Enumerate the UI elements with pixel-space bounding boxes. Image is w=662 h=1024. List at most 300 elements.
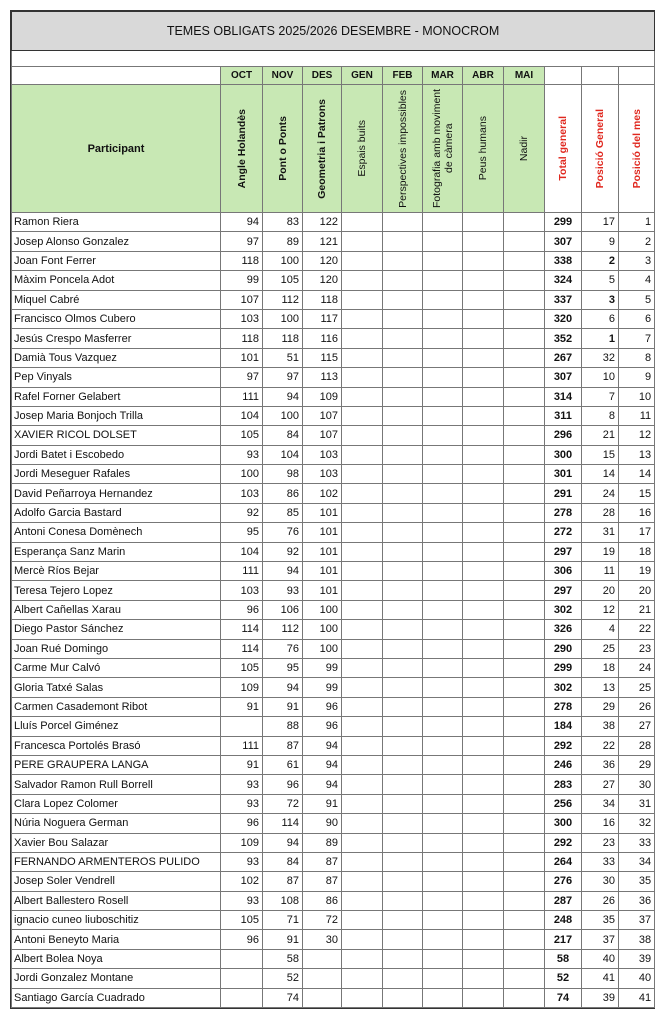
score-feb [383,872,423,891]
score-mar [423,213,463,232]
participant-name: Antoni Conesa Domènech [12,523,221,542]
score-nov: 85 [263,503,303,522]
score-nov: 76 [263,523,303,542]
participant-name: Adolfo Garcia Bastard [12,503,221,522]
score-gen [342,697,383,716]
month-position: 37 [619,911,655,930]
participant-name: David Peñarroya Hernandez [12,484,221,503]
score-oct: 93 [221,852,263,871]
score-mar [423,872,463,891]
score-nov: 87 [263,872,303,891]
theme-header-nov [263,85,303,213]
general-position: 5 [582,271,619,290]
score-des: 100 [303,639,342,658]
score-mar [423,309,463,328]
total-general: 248 [545,911,582,930]
score-mai [504,542,545,561]
score-oct: 107 [221,290,263,309]
table-row [12,600,655,619]
table-row [12,523,655,542]
participant-name: Damià Tous Vazquez [12,348,221,367]
general-position: 18 [582,658,619,677]
score-oct: 96 [221,930,263,949]
score-des: 101 [303,581,342,600]
participant-name: Jordi Meseguer Rafales [12,465,221,484]
score-nov: 84 [263,852,303,871]
score-gen [342,251,383,270]
month-mar: MAR [423,67,463,85]
score-feb [383,600,423,619]
total-general: 326 [545,620,582,639]
participant-name: Jesús Crespo Masferrer [12,329,221,348]
score-mai [504,814,545,833]
general-position: 19 [582,542,619,561]
score-mai [504,775,545,794]
total-general: 292 [545,736,582,755]
score-abr [463,969,504,988]
month-position: 28 [619,736,655,755]
score-oct: 102 [221,872,263,891]
score-mai [504,620,545,639]
month-position: 21 [619,600,655,619]
score-mai [504,639,545,658]
score-mai [504,348,545,367]
score-abr [463,658,504,677]
score-nov: 114 [263,814,303,833]
total-general: 74 [545,988,582,1007]
score-mar [423,911,463,930]
general-position: 14 [582,465,619,484]
score-oct: 92 [221,503,263,522]
general-position: 9 [582,232,619,251]
general-position: 28 [582,503,619,522]
score-abr [463,406,504,425]
table-row [12,852,655,871]
score-des: 116 [303,329,342,348]
general-position: 10 [582,368,619,387]
month-blank-cell [12,67,221,85]
total-general: 52 [545,969,582,988]
general-position: 40 [582,949,619,968]
score-des: 120 [303,271,342,290]
score-gen [342,988,383,1007]
score-abr [463,426,504,445]
participant-name: Màxim Poncela Adot [12,271,221,290]
theme-label: Geometria i Patrons [316,98,328,199]
month-position: 27 [619,717,655,736]
score-oct: 105 [221,911,263,930]
score-oct: 103 [221,484,263,503]
score-des: 72 [303,911,342,930]
month-position: 9 [619,368,655,387]
total-general: 267 [545,348,582,367]
total-general: 299 [545,213,582,232]
month-position: 5 [619,290,655,309]
score-abr [463,271,504,290]
score-abr [463,581,504,600]
score-nov: 76 [263,639,303,658]
score-des: 96 [303,697,342,716]
score-gen [342,562,383,581]
score-gen [342,775,383,794]
total-general: 292 [545,833,582,852]
month-position: 30 [619,775,655,794]
score-des [303,988,342,1007]
score-gen [342,678,383,697]
table-row [12,562,655,581]
score-nov: 58 [263,949,303,968]
score-feb [383,717,423,736]
score-nov: 106 [263,600,303,619]
general-position: 6 [582,309,619,328]
score-nov: 97 [263,368,303,387]
total-general: 184 [545,717,582,736]
month-position: 32 [619,814,655,833]
score-gen [342,523,383,542]
score-gen [342,329,383,348]
score-mai [504,406,545,425]
total-general: 337 [545,290,582,309]
score-gen [342,406,383,425]
score-abr [463,251,504,270]
month-position: 4 [619,271,655,290]
month-position: 10 [619,387,655,406]
score-mai [504,658,545,677]
participant-name: Albert Cañellas Xarau [12,600,221,619]
table-row [12,348,655,367]
score-mai [504,368,545,387]
month-position: 16 [619,503,655,522]
month-position: 35 [619,872,655,891]
general-position: 20 [582,581,619,600]
score-feb [383,658,423,677]
score-mai [504,484,545,503]
total-general: 296 [545,426,582,445]
total-general: 338 [545,251,582,270]
participant-name: Jordi Gonzalez Montane [12,969,221,988]
table-row [12,736,655,755]
score-abr [463,484,504,503]
score-oct: 105 [221,426,263,445]
score-feb [383,348,423,367]
score-abr [463,639,504,658]
score-mai [504,523,545,542]
spacer-row [12,51,655,67]
participant-name: Joan Rué Domingo [12,639,221,658]
score-feb [383,930,423,949]
general-position: 35 [582,911,619,930]
score-mai [504,697,545,716]
general-position: 23 [582,833,619,852]
score-oct: 93 [221,445,263,464]
score-oct: 109 [221,678,263,697]
score-mai [504,503,545,522]
total-general: 256 [545,794,582,813]
score-mar [423,600,463,619]
score-oct: 93 [221,794,263,813]
score-feb [383,949,423,968]
general-position: 29 [582,697,619,716]
score-nov: 94 [263,387,303,406]
theme-label: Angle Holandès [235,108,248,189]
score-oct: 93 [221,775,263,794]
score-feb [383,309,423,328]
score-mai [504,271,545,290]
score-feb [383,290,423,309]
month-position: 34 [619,852,655,871]
score-nov: 86 [263,484,303,503]
table-row [12,891,655,910]
month-position: 25 [619,678,655,697]
score-mar [423,814,463,833]
total-general: 311 [545,406,582,425]
general-position-header [582,85,619,213]
score-mar [423,523,463,542]
month-position: 38 [619,930,655,949]
total-general: 264 [545,852,582,871]
score-abr [463,445,504,464]
score-feb [383,503,423,522]
table-row [12,387,655,406]
total-general: 352 [545,329,582,348]
score-oct: 105 [221,658,263,677]
month-position: 6 [619,309,655,328]
participant-name: Ramon Riera [12,213,221,232]
month-position-header [619,85,655,213]
score-abr [463,290,504,309]
participant-name: FERNANDO ARMENTEROS PULIDO [12,852,221,871]
score-feb [383,271,423,290]
theme-label: Espais buits [356,120,368,177]
score-abr [463,852,504,871]
participant-name: Miquel Cabré [12,290,221,309]
score-oct [221,717,263,736]
month-position: 1 [619,213,655,232]
score-mai [504,852,545,871]
score-abr [463,387,504,406]
table-row [12,251,655,270]
score-abr [463,891,504,910]
month-position: 26 [619,697,655,716]
total-general: 58 [545,949,582,968]
table-row [12,406,655,425]
score-oct: 95 [221,523,263,542]
score-gen [342,484,383,503]
general-position: 30 [582,872,619,891]
score-des: 96 [303,717,342,736]
table-row [12,911,655,930]
score-oct: 118 [221,329,263,348]
total-general: 287 [545,891,582,910]
score-nov: 98 [263,465,303,484]
participant-name: Joan Font Ferrer [12,251,221,270]
score-feb [383,329,423,348]
score-abr [463,562,504,581]
score-mai [504,949,545,968]
score-abr [463,755,504,774]
sheet-title: TEMES OBLIGATS 2025/2026 DESEMBRE - MONOCROM [12,12,655,51]
score-abr [463,213,504,232]
score-des: 90 [303,814,342,833]
score-oct [221,969,263,988]
score-oct: 97 [221,232,263,251]
score-mai [504,445,545,464]
score-nov: 72 [263,794,303,813]
table-row [12,426,655,445]
score-feb [383,620,423,639]
score-nov: 83 [263,213,303,232]
score-des: 101 [303,542,342,561]
table-row [12,794,655,813]
table-row [12,814,655,833]
score-feb [383,426,423,445]
score-feb [383,794,423,813]
score-des: 113 [303,368,342,387]
score-feb [383,755,423,774]
month-position: 24 [619,658,655,677]
score-des: 102 [303,484,342,503]
score-mai [504,232,545,251]
score-mar [423,833,463,852]
table-row [12,833,655,852]
score-mar [423,484,463,503]
table-row [12,503,655,522]
month-des: DES [303,67,342,85]
participant-name: Lluís Porcel Giménez [12,717,221,736]
score-oct [221,988,263,1007]
score-des: 109 [303,387,342,406]
score-abr [463,348,504,367]
total-general: 278 [545,697,582,716]
score-gen [342,309,383,328]
score-oct [221,949,263,968]
score-des: 94 [303,775,342,794]
score-oct: 118 [221,251,263,270]
table-row [12,755,655,774]
general-position: 2 [582,251,619,270]
score-abr [463,833,504,852]
total-general: 297 [545,542,582,561]
score-mai [504,290,545,309]
theme-header-abr [463,85,504,213]
score-gen [342,969,383,988]
score-abr [463,717,504,736]
score-des: 115 [303,348,342,367]
total-general: 307 [545,232,582,251]
participant-name: Josep Alonso Gonzalez [12,232,221,251]
score-abr [463,949,504,968]
score-oct: 100 [221,465,263,484]
score-mai [504,426,545,445]
score-abr [463,523,504,542]
month-blank-cell [582,67,619,85]
table-row [12,620,655,639]
participant-name: Santiago García Cuadrado [12,988,221,1007]
score-gen [342,930,383,949]
score-feb [383,891,423,910]
score-abr [463,620,504,639]
month-abr: ABR [463,67,504,85]
score-abr [463,542,504,561]
participant-name: Teresa Tejero Lopez [12,581,221,600]
score-abr [463,368,504,387]
score-mar [423,445,463,464]
score-oct: 93 [221,891,263,910]
general-position: 17 [582,213,619,232]
month-position: 41 [619,988,655,1007]
total-general: 306 [545,562,582,581]
score-mar [423,542,463,561]
score-mar [423,290,463,309]
score-nov: 96 [263,775,303,794]
score-oct: 96 [221,600,263,619]
score-gen [342,232,383,251]
table-row [12,213,655,232]
score-nov: 51 [263,348,303,367]
general-position: 1 [582,329,619,348]
month-position: 20 [619,581,655,600]
total-general: 314 [545,387,582,406]
participant-name: Jordi Batet i Escobedo [12,445,221,464]
score-des: 101 [303,503,342,522]
total-general: 300 [545,445,582,464]
participant-name: ignacio cuneo liuboschitiz [12,911,221,930]
score-abr [463,814,504,833]
participant-name: Salvador Ramon Rull Borrell [12,775,221,794]
total-general: 290 [545,639,582,658]
total-header [545,85,582,213]
theme-label: Fotografia amb moviment de càmera [430,88,455,209]
score-feb [383,969,423,988]
general-position: 26 [582,891,619,910]
score-des: 99 [303,678,342,697]
score-abr [463,988,504,1007]
score-mar [423,697,463,716]
score-feb [383,814,423,833]
score-feb [383,251,423,270]
month-mai: MAI [504,67,545,85]
score-mar [423,503,463,522]
score-abr [463,736,504,755]
score-nov: 112 [263,620,303,639]
score-mar [423,717,463,736]
month-blank-cell [545,67,582,85]
participant-name: Diego Pastor Sánchez [12,620,221,639]
score-feb [383,542,423,561]
table-row [12,271,655,290]
score-nov: 100 [263,309,303,328]
score-nov: 92 [263,542,303,561]
month-oct: OCT [221,67,263,85]
score-mar [423,988,463,1007]
score-mar [423,348,463,367]
table-row [12,581,655,600]
month-position: 7 [619,329,655,348]
score-des: 103 [303,445,342,464]
table-row [12,465,655,484]
score-abr [463,503,504,522]
general-position: 11 [582,562,619,581]
total-general: 302 [545,600,582,619]
score-nov: 91 [263,697,303,716]
score-mai [504,251,545,270]
score-abr [463,775,504,794]
score-gen [342,794,383,813]
general-position: 38 [582,717,619,736]
score-mar [423,562,463,581]
month-position: 31 [619,794,655,813]
score-nov: 91 [263,930,303,949]
